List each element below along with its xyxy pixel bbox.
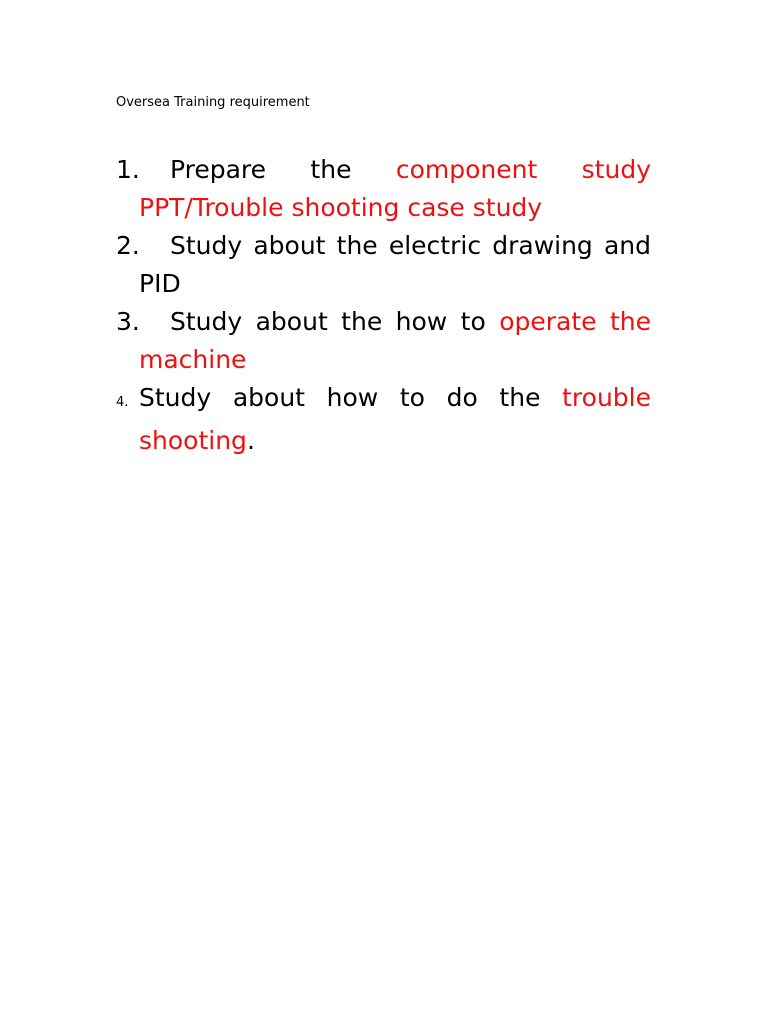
list-item — [116, 379, 651, 460]
list-item-highlight: component study PPT/Trouble shooting case study — [139, 155, 651, 222]
list-item-text: Study about the electric drawing and PID — [139, 231, 651, 298]
list-item-tail: . — [246, 426, 255, 455]
list-item-number: 1. — [116, 155, 140, 184]
list-item — [116, 303, 651, 379]
requirement-list — [116, 151, 651, 460]
list-item-highlight: operate the machine — [139, 307, 651, 374]
list-item-number: 2. — [116, 231, 140, 260]
list-item-highlight: trouble shooting — [139, 383, 651, 455]
list-item-number: 4. — [116, 395, 129, 410]
document-title: Oversea Training requirement — [116, 95, 310, 110]
list-item-number: 3. — [116, 307, 140, 336]
list-item-text: Prepare the — [170, 155, 396, 184]
list-item-text: Study about how to do the — [139, 383, 563, 412]
list-item — [116, 227, 651, 303]
list-item-text: Study about the how to — [170, 307, 500, 336]
list-item — [116, 151, 651, 227]
